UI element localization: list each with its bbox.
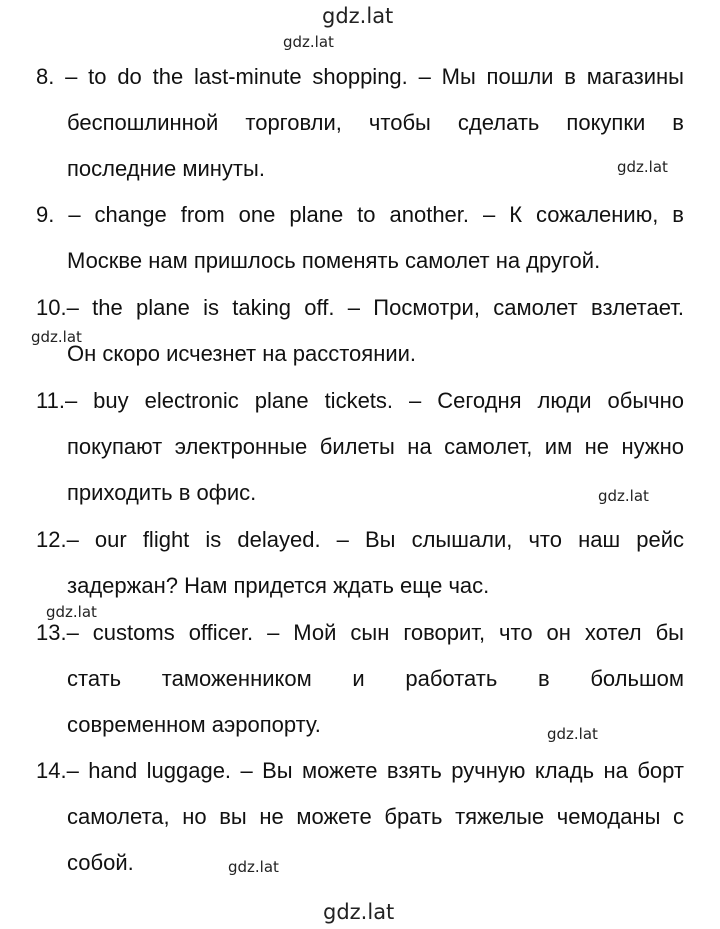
item-line: Москве нам пришлось поменять самолет на другой. (67, 248, 601, 273)
watermark-top: gdz.lat (322, 4, 394, 28)
item-line: последние минуты. (67, 156, 265, 181)
item-line: беспошлинной торговли, чтобы сделать покупки в (67, 110, 684, 135)
watermark: gdz.lat (31, 328, 82, 346)
item-line: приходить в офис. (67, 480, 257, 505)
list-item (36, 285, 684, 377)
item-line: 8. – to do the last-minute shopping. – Мы пошли в магазины (36, 64, 684, 89)
watermark: gdz.lat (283, 33, 334, 51)
item-line: 13.– customs officer. – Мой сын говорит, что он хотел бы (36, 620, 684, 645)
watermark: gdz.lat (228, 858, 279, 876)
item-line: 11.– buy electronic plane tickets. – Сегодня люди обычно (36, 388, 684, 413)
list-item (36, 610, 684, 748)
watermark: gdz.lat (598, 487, 649, 505)
item-line: стать таможенником и работать в большом (67, 666, 684, 691)
item-line: 10.– the plane is taking off. – Посмотри, самолет взлетает. (36, 295, 684, 320)
list-item (36, 748, 684, 886)
item-line: 14.– hand luggage. – Вы можете взять ручную кладь на борт (36, 758, 684, 783)
item-line: самолета, но вы не можете брать тяжелые чемоданы с (67, 804, 684, 829)
watermark: gdz.lat (547, 725, 598, 743)
watermark: gdz.lat (617, 158, 668, 176)
item-line: собой. (67, 850, 134, 875)
item-line: 12.– our flight is delayed. – Вы слышали, что наш рейс (36, 527, 684, 552)
list-item (36, 378, 684, 516)
watermark-bottom: gdz.lat (323, 900, 395, 924)
item-line: покупают электронные билеты на самолет, им не нужно (67, 434, 684, 459)
item-line: задержан? Нам придется ждать еще час. (67, 573, 490, 598)
item-line: 9. – change from one plane to another. – К сожалению, в (36, 202, 684, 227)
list-item (36, 54, 684, 192)
list-item (36, 192, 684, 284)
item-line: Он скоро исчезнет на расстоянии. (67, 341, 417, 366)
watermark: gdz.lat (46, 603, 97, 621)
list-item (36, 517, 684, 609)
item-line: современном аэропорту. (67, 712, 321, 737)
